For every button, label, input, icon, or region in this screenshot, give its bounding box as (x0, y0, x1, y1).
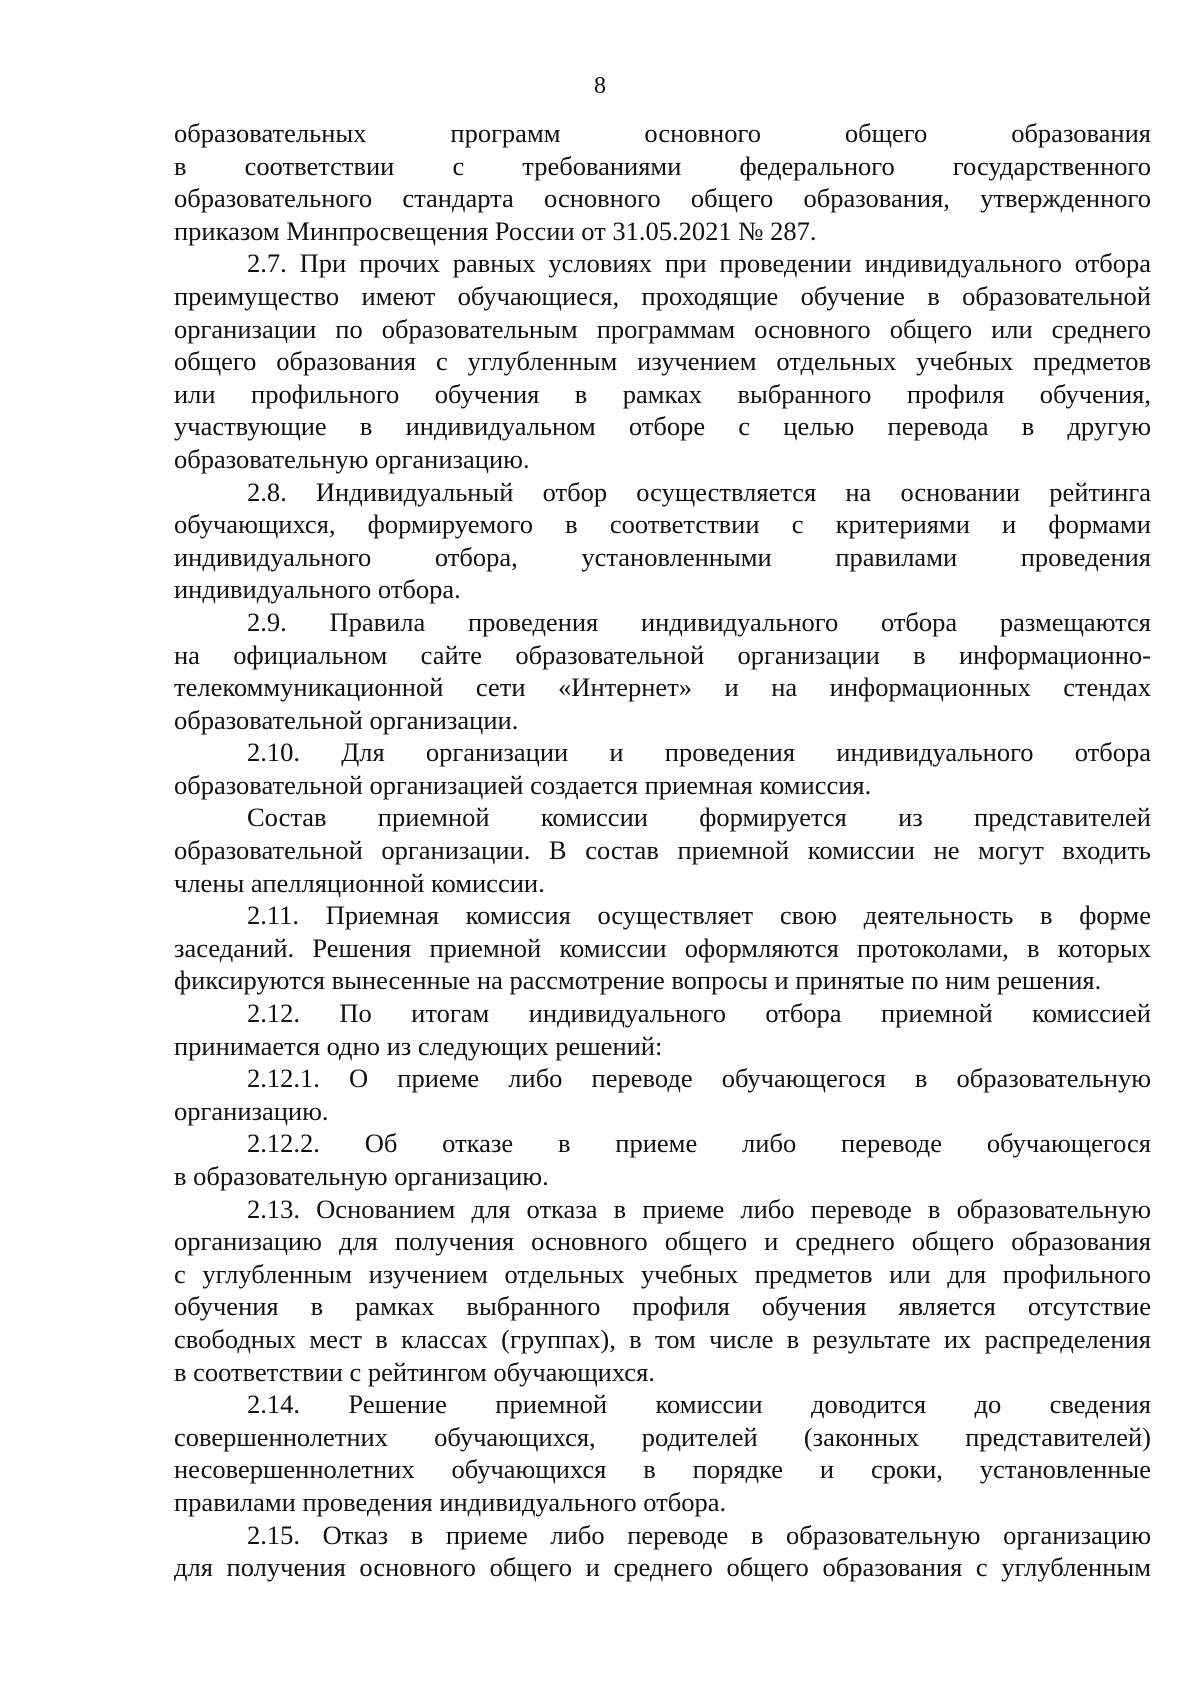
text-line: 2.12. По итогам индивидуального отбора приемной комиссией (247, 998, 1151, 1029)
paragraph (174, 1062, 1151, 1127)
text-line: индивидуального отбора. (174, 574, 461, 605)
text-line: образовательного стандарта основного общего образования, утвержденного (174, 183, 1151, 214)
text-line: образовательную организацию. (174, 443, 530, 474)
text-line: свободных мест в классах (группах), в том числе в результате их распределения (174, 1323, 1151, 1354)
text-line: 2.9. Правила проведения индивидуального отбора размещаются (247, 606, 1151, 637)
text-line: организацию. (174, 1095, 329, 1126)
paragraph (174, 1388, 1151, 1518)
text-line: 2.13. Основанием для отказа в приеме либо переводе в образовательную (247, 1193, 1151, 1224)
text-line: 2.7. При прочих равных условиях при проведении индивидуального отбора (247, 248, 1151, 279)
text-line: участвующие в индивидуальном отборе с целью перевода в другую (174, 411, 1151, 442)
text-line: организации по образовательным программам основного общего или среднего (174, 313, 1151, 344)
text-line: в соответствии с требованиями федерального государственного (174, 150, 1151, 181)
text-line: принимается одно из следующих решений: (174, 1030, 663, 1061)
paragraph (174, 476, 1151, 606)
text-line: члены апелляционной комиссии. (174, 867, 545, 898)
text-line: индивидуального отбора, установленными правилами проведения (174, 541, 1151, 572)
text-line: в образовательную организацию. (174, 1161, 549, 1191)
paragraph (174, 736, 1151, 801)
text-line: фиксируются вынесенные на рассмотрение вопросы и принятые по ним решения. (174, 965, 1102, 996)
text-line: с углубленным изучением отдельных учебных предметов или для профильного (174, 1258, 1151, 1289)
paragraph (174, 801, 1151, 899)
text-line: для получения основного общего и среднего общего образования с углубленным (174, 1552, 1151, 1583)
text-line: совершеннолетних обучающихся, родителей (законных представителей) (174, 1421, 1151, 1452)
text-line: 2.12.2. Об отказе в приеме либо переводе обучающегося (247, 1128, 1151, 1159)
text-line: общего образования с углубленным изучением отдельных учебных предметов (174, 346, 1151, 377)
text-line: образовательной организации. В состав приемной комиссии не могут входить (174, 835, 1151, 866)
paragraph (174, 1519, 1151, 1584)
text-line: 2.11. Приемная комиссия осуществляет свою деятельность в форме (247, 900, 1151, 931)
text-line: образовательных программ основного общего образования (174, 118, 1151, 148)
text-line: образовательной организации. (174, 704, 519, 735)
text-line: на официальном сайте образовательной организации в информационно- (174, 639, 1151, 670)
paragraph (174, 1127, 1151, 1192)
text-line: несовершеннолетних обучающихся в порядке и сроки, установленные (174, 1454, 1151, 1485)
text-line: 2.8. Индивидуальный отбор осуществляется на основании рейтинга (247, 476, 1151, 507)
text-line: телекоммуникационной сети «Интернет» и на информационных стендах (174, 672, 1151, 703)
text-line: 2.15. Отказ в приеме либо переводе в образовательную организацию (247, 1519, 1151, 1550)
text-line: 2.14. Решение приемной комиссии доводится до сведения (247, 1389, 1151, 1420)
text-line: или профильного обучения в рамках выбранного профиля обучения, (174, 378, 1151, 409)
text-line: обучающихся, формируемого в соответствии с критериями и формами (174, 509, 1151, 540)
paragraph (174, 997, 1151, 1062)
text-line: образовательной организацией создается приемная комиссия. (174, 769, 872, 800)
paragraph (174, 247, 1151, 475)
paragraph (174, 1193, 1151, 1389)
text-line: 2.10. Для организации и проведения индивидуального отбора (247, 737, 1151, 768)
text-line: преимущество имеют обучающиеся, проходящие обучение в образовательной (174, 280, 1151, 311)
paragraph (174, 899, 1151, 997)
text-line: организацию для получения основного общего и среднего общего образования (174, 1226, 1151, 1257)
paragraph (174, 606, 1151, 736)
text-line: приказом Минпросвещения России от 31.05.2021 № 287. (174, 215, 817, 246)
text-line: заседаний. Решения приемной комиссии оформляются протоколами, в которых (174, 932, 1151, 963)
document-body (174, 117, 1151, 1584)
text-line: обучения в рамках выбранного профиля обучения является отсутствие (174, 1291, 1151, 1322)
text-line: Состав приемной комиссии формируется из представителей (247, 802, 1151, 833)
text-line: 2.12.1. О приеме либо переводе обучающегося в образовательную (247, 1063, 1151, 1094)
text-line: правилами проведения индивидуального отбора. (174, 1486, 727, 1517)
paragraph (174, 117, 1151, 247)
text-line: в соответствии с рейтингом обучающихся. (174, 1356, 655, 1387)
page-number: 8 (594, 73, 606, 99)
